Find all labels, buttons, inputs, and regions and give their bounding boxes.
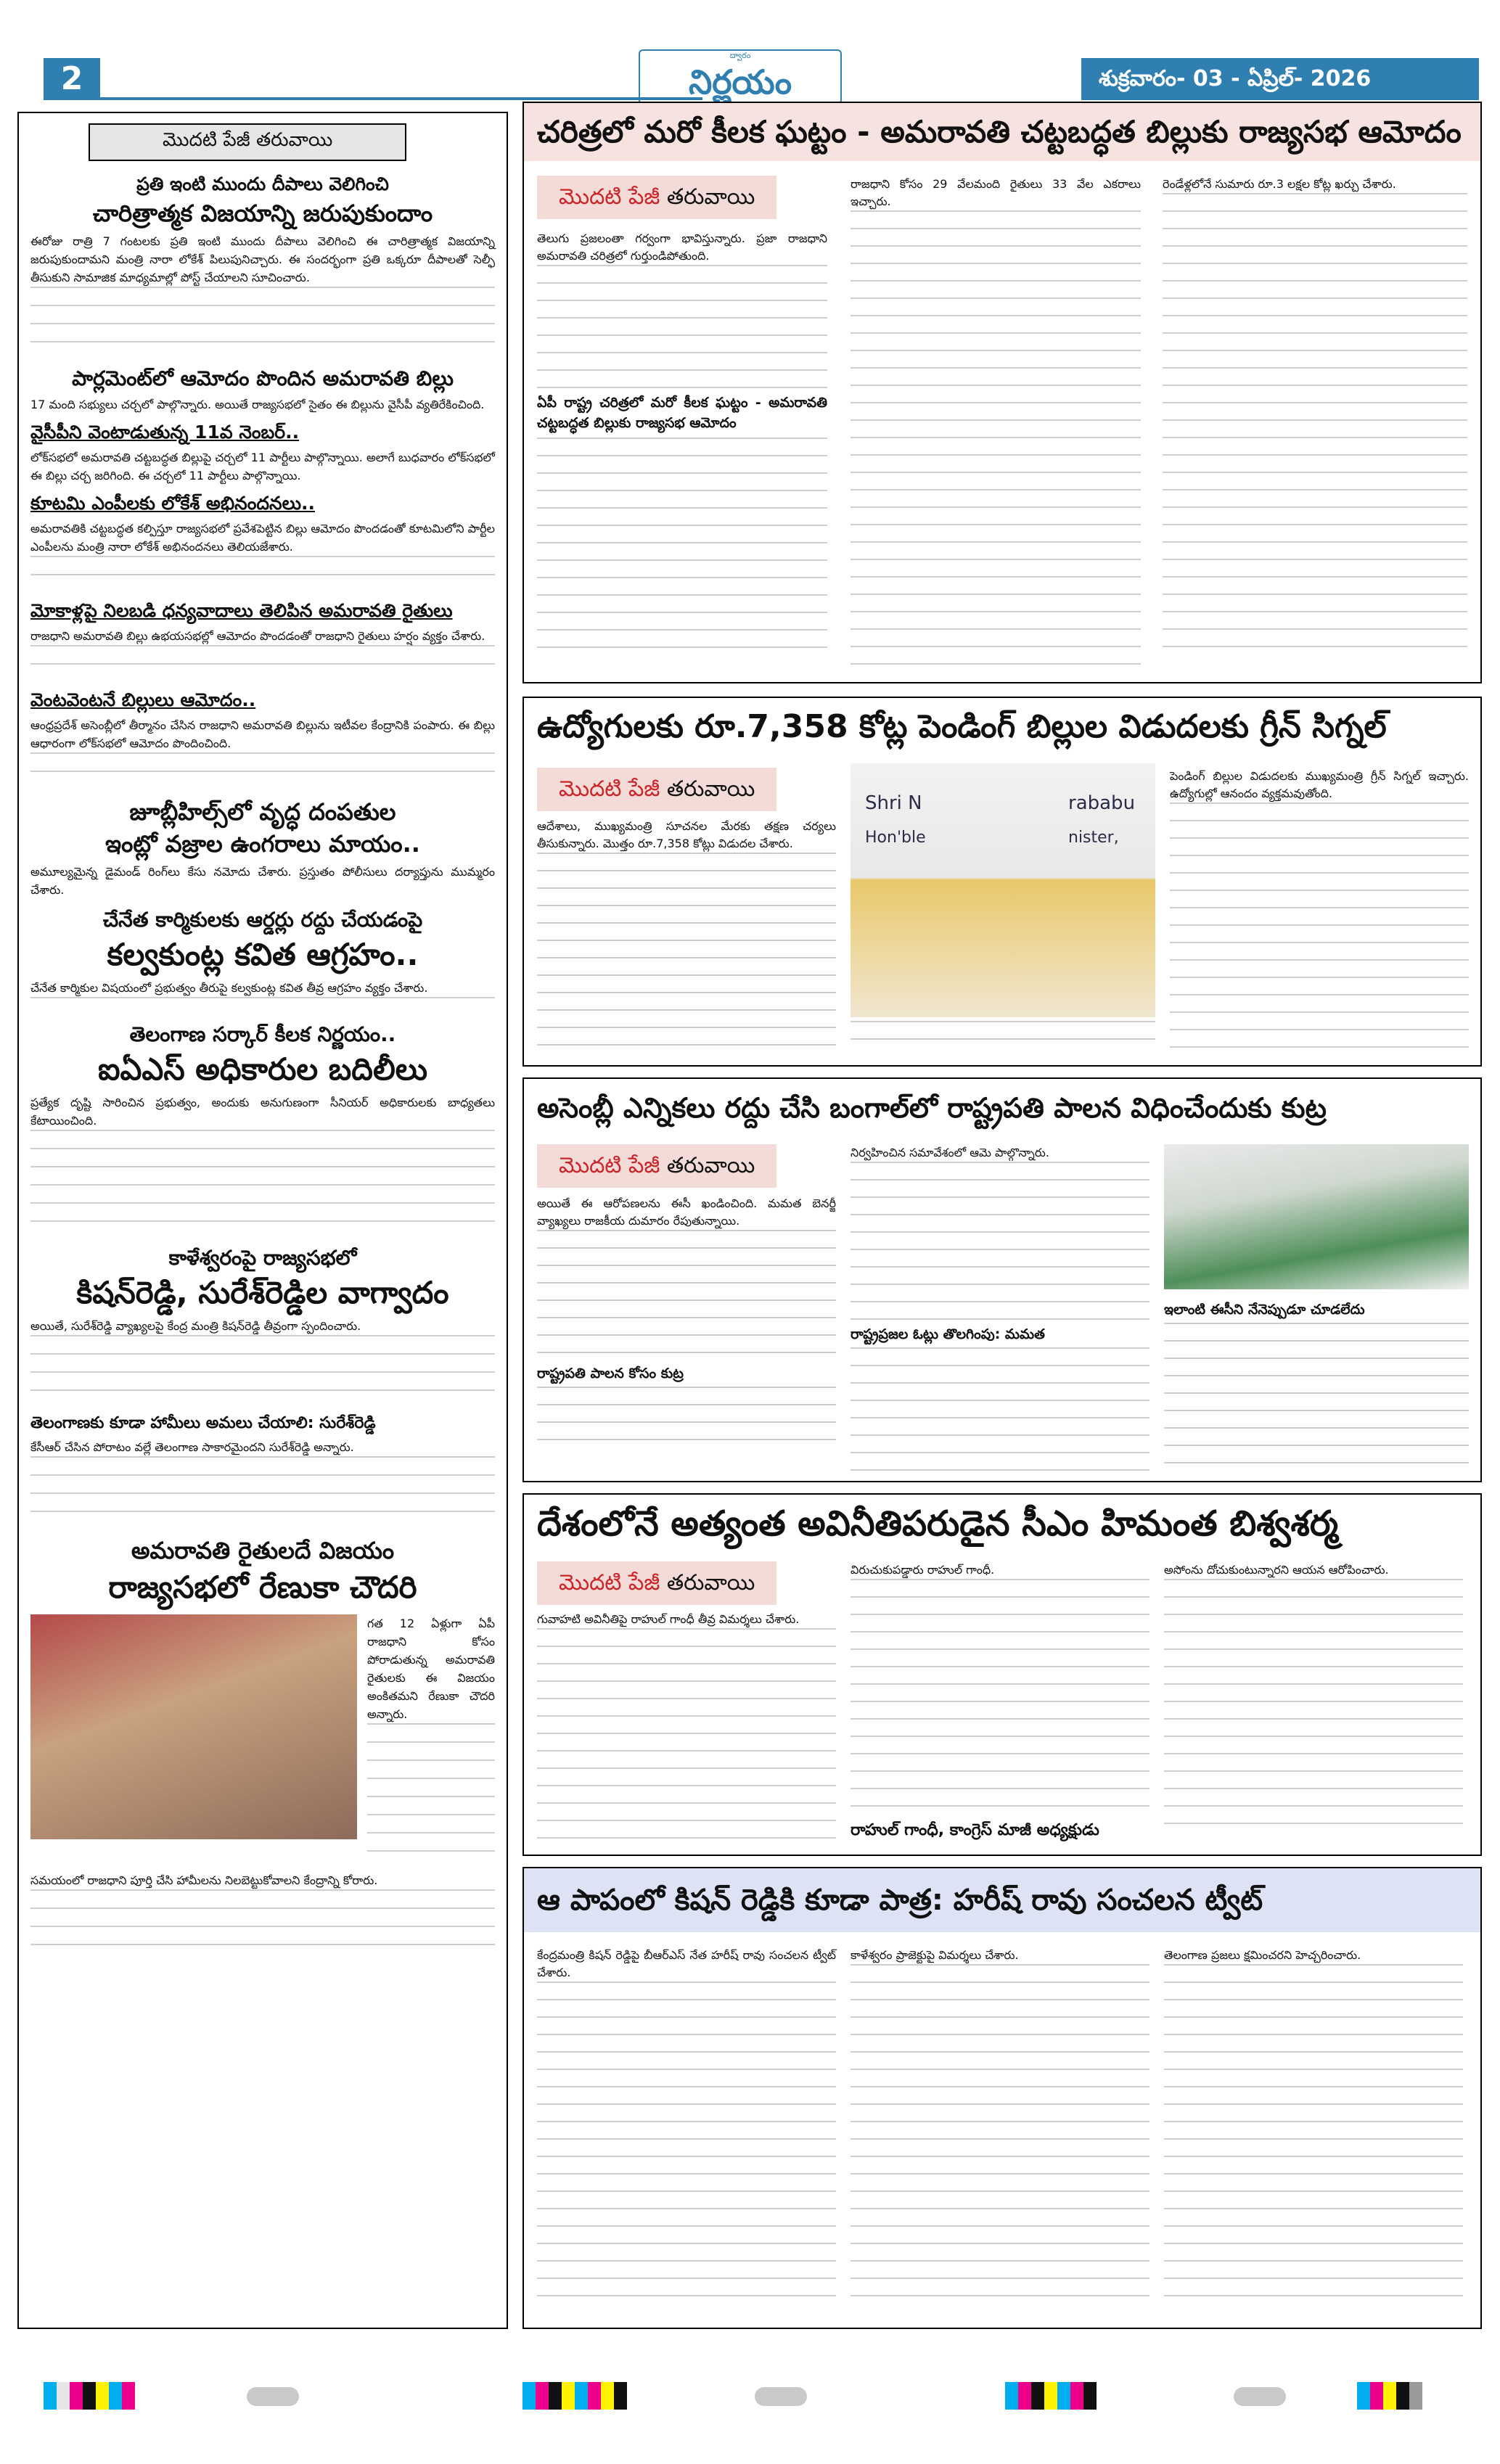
harish-col-3 — [1164, 1947, 1463, 2298]
s2-body-text: 17 మంది సభ్యులు చర్చలో పాల్గొన్నారు. అయితే రాజ్యసభలో సైతం ఈ బిల్లును వైసీపీ వ్యతిరేకించింది. — [30, 398, 485, 411]
color-registration-bar — [522, 2382, 627, 2410]
s11-headline-1: అమరావతి రైతులదే విజయం — [131, 1537, 395, 1564]
s8-body — [30, 979, 495, 1015]
s1-body-text: ఈరోజు రాత్రి 7 గంటలకు ప్రతి ఇంటి ముందు దీపాలు వెలిగించి ఈ చారిత్రాత్మక విజయాన్ని జరుపుకుందామని మంత్రి నారా లోకేశ్ పిలుపునిచ్చారు. ఈ సందర్భంగా ప్రతి ఒక్కరూ దీపాలతో సెల్ఫీ తీసుకుని సామాజిక మాధ్యమాల్లో పోస్ట్ చేయాలని సూచించారు. — [30, 234, 495, 284]
pending-col-2 — [1170, 768, 1469, 1049]
s4-body — [30, 520, 495, 592]
harish-col-2 — [851, 1947, 1149, 2298]
s6-body — [30, 716, 495, 789]
s10-body-text: అయితే, సురేశ్‌రెడ్డి వ్యాఖ్యలపై కేంద్ర మంత్రి కిషన్‌రెడ్డి తీవ్రంగా స్పందించారు. — [30, 1319, 361, 1333]
s5-kicker: మోకాళ్లపై నిలబడి ధన్యవాదాలు తెలిపిన అమరావతి రైతులు — [30, 600, 453, 621]
s9-body-text: ప్రత్యేక దృష్టి సారించిన ప్రభుత్వం, అందుకు అనుగుణంగా సీనియర్ అధికారులకు బాధ్యతలు కేటాయించింది. — [30, 1096, 495, 1128]
bengal-col-3 — [1164, 1297, 1469, 1468]
text-lines — [30, 287, 495, 359]
s10-subhead: తెలంగాణకు కూడా హామీలు అమలు చేయాలి: సురేశ్‌రెడ్డి — [30, 1414, 376, 1432]
text-lines — [537, 1230, 836, 1360]
continued-chip: మొదటి పేజీ తరువాయి — [89, 123, 406, 161]
chip-black-text: తరువాయి — [666, 1570, 755, 1596]
text-lines — [30, 645, 495, 681]
s1-kicker: ప్రతి ఇంటి ముందు దీపాలు వెలిగించి — [136, 173, 389, 194]
s3-body-text: లోక్‌సభలో అమరావతి చట్టబద్ధత బిల్లుపై చర్చలో 11 పార్టీలు పాల్గొన్నాయి. అలాగే బుధవారం లోక్‌సభలో ఈ బిల్లు చర్చ జరిగింది. ఈ చర్చలో 11 పార్టీలు పాల్గొన్నాయి. — [30, 451, 495, 482]
pending-continued-chip — [537, 768, 776, 811]
text-lines — [30, 1130, 495, 1239]
left-column — [17, 112, 508, 2329]
text-lines — [851, 210, 1141, 675]
s8-body-text: చేనేత కార్మికుల విషయంలో ప్రభుత్వం తీరుపై కల్వకుంట్ల కవిత తీవ్ర ఆగ్రహం వ్యక్తం చేశారు. — [30, 981, 428, 995]
text-lines — [851, 1021, 1155, 1056]
amaravati-continued-chip — [537, 176, 776, 219]
s6-body-text: ఆంధ్రప్రదేశ్ అసెంబ్లీలో తీర్మానం చేసిన రాజధాని అమరావతి బిల్లును ఇటీవల కేంద్రానికి పంపారు. ఈ బిల్లు ఆధారంగా లోక్‌సభలో ఆమోదం పొందించింది. — [30, 718, 495, 750]
chip-red-text: మొదటి పేజీ — [559, 1570, 660, 1596]
s7-headline-2: ఇంట్లో వజ్రాల ఉంగరాలు మాయం.. — [105, 830, 420, 858]
chip-black-text: తరువాయి — [666, 1153, 755, 1178]
text-lines — [1170, 802, 1469, 1049]
s3-kicker: వైసీపీని వెంటాడుతున్న 11వ నెంబర్.. — [30, 422, 300, 443]
text-lines — [30, 1335, 495, 1408]
text-lines — [851, 1579, 1149, 1811]
himanta-col-1-text: గువాహటి అవినీతిపై రాహుల్ గాంధీ తీవ్ర విమర్శలు చేశారు. — [537, 1612, 800, 1626]
harish-col-2-text: కాళేశ్వరం ప్రాజెక్టుపై విమర్శలు చేశారు. — [851, 1948, 1019, 1962]
himanta-col-1 — [537, 1611, 836, 1839]
masthead-logo — [639, 49, 842, 104]
bengal-col-1-subhead: రాష్ట్రపతి పాలన కోసం కుట్ర — [537, 1366, 684, 1381]
text-lines — [30, 752, 495, 789]
color-registration-bar — [1005, 2382, 1097, 2410]
s7-body — [30, 863, 495, 899]
s10-body-2-text: కేసీఆర్ చేసిన పోరాటం వల్లే తెలంగాణ సాకారమైందని సురేశ్‌రెడ్డి అన్నారు. — [30, 1440, 354, 1454]
photo-banner-text-1: Shri N — [865, 792, 922, 814]
mamata-banerjee-photo — [1164, 1144, 1469, 1289]
chip-black-text: తరువాయి — [666, 184, 755, 210]
chip-red-text: మొదటి పేజీ — [559, 776, 660, 802]
bengal-col-2-subhead: రాష్ట్రప్రజల ఓట్లు తొలగింపు: మమత — [851, 1326, 1045, 1342]
amaravati-col-1 — [537, 230, 827, 655]
pending-col-1-text: ఆదేశాలు, ముఖ్యమంత్రి సూచనల మేరకు తక్షణ చర్యలు తీసుకున్నారు. మొత్తం రూ.7,358 కోట్లు విడుదల చేశారు. — [537, 819, 836, 850]
s5-body-text: రాజధాని అమరావతి బిల్లు ఉభయసభల్లో ఆమోదం పొందడంతో రాజధాని రైతులు హర్షం వ్యక్తం చేశారు. — [30, 629, 485, 643]
amaravati-col-1-subhead: ఏపీ రాష్ట్ర చరిత్రలో మరో కీలక ఘట్టం - అమరావతి చట్టబద్ధత బిల్లుకు రాజ్యసభ ఆమోదం — [537, 395, 827, 431]
photo-banner-text-2: rababu — [1068, 792, 1136, 814]
s10-headline-2: కిషన్‌రెడ్డి, సురేశ్‌రెడ్డిల వాగ్వాదం — [76, 1275, 449, 1310]
text-lines — [30, 556, 495, 592]
harish-col-1-text: కేంద్రమంత్రి కిషన్ రెడ్డిపై బీఆర్ఎస్ నేత హరీష్ రావు సంచలన ట్వీట్ చేశారు. — [537, 1948, 836, 1979]
s1-body — [30, 232, 495, 359]
s2-body — [30, 395, 495, 414]
pending-col-1 — [537, 818, 836, 1048]
text-lines — [851, 1964, 1149, 2298]
bengal-col-2-text: నిర్వహించిన సమావేశంలో ఆమె పాల్గొన్నారు. — [851, 1146, 1049, 1159]
s10-headline-1: కాళేశ్వరంపై రాజ్యసభలో — [168, 1246, 357, 1270]
story-pending-bills — [522, 697, 1482, 1067]
registration-oval — [755, 2387, 807, 2406]
registration-oval — [247, 2387, 299, 2406]
text-lines — [1164, 1579, 1463, 1840]
s10-body — [30, 1317, 495, 1408]
bengal-col-1 — [537, 1195, 836, 1445]
s8-headline-1: చేనేత కార్మికులకు ఆర్డర్లు రద్దు చేయడంపై — [102, 908, 423, 932]
s11-side-text: గత 12 ఏళ్లుగా ఏపీ రాజధాని కోసం పోరాడుతున్న అమరావతి రైతులకు ఈ విజయం అంకితమని రేణుకా చౌదరి అన్నారు. — [367, 1617, 495, 1721]
color-registration-bar — [44, 2382, 135, 2410]
bengal-continued-chip — [537, 1144, 776, 1188]
amaravati-col-2 — [851, 176, 1141, 675]
text-lines — [851, 1162, 1149, 1321]
amaravati-col-2-text: రాజధాని కోసం 29 వేలమంది రైతులు 33 వేల ఎకరాలు ఇచ్చారు. — [851, 177, 1141, 208]
chip-black-text: తరువాయి — [666, 776, 755, 802]
himanta-col-3 — [1164, 1561, 1463, 1840]
s9-body — [30, 1093, 495, 1239]
text-lines — [1164, 1964, 1463, 2298]
himanta-col-2-text: విరుచుకుపడ్డారు రాహుల్ గాంధీ. — [851, 1563, 995, 1577]
amaravati-col-3 — [1163, 176, 1467, 657]
text-lines — [537, 1628, 836, 1839]
chandrababu-photo — [851, 763, 1155, 1017]
s2-headline: పార్లమెంట్‌లో ఆమోదం పొందిన అమరావతి బిల్లు — [72, 366, 454, 390]
s6-kicker: వెంటవెంటనే బిల్లులు ఆమోదం.. — [30, 689, 256, 710]
text-lines — [1163, 193, 1467, 657]
rahul-gandhi-signature: రాహుల్ గాంధీ, కాంగ్రెస్ మాజీ అధ్యక్షుడు — [851, 1821, 1099, 1839]
registration-oval — [1234, 2387, 1286, 2406]
s7-headline-1: జూబ్లీహిల్స్‌లో వృద్ధ దంపతుల — [129, 798, 396, 826]
page-number: 2 — [44, 58, 100, 100]
header-rule — [100, 97, 702, 100]
page-header — [0, 44, 1500, 109]
harish-col-1 — [537, 1947, 836, 2301]
s11-body — [30, 1871, 495, 1962]
masthead-small-text: ద్వారం — [729, 51, 751, 60]
amaravati-col-3-text: రెండేళ్లలోనే సుమారు రూ.3 లక్షల కోట్ల ఖర్చు చేశారు. — [1163, 177, 1396, 191]
text-lines — [851, 1347, 1149, 1471]
photo-banner-text-3: Hon'ble — [865, 829, 926, 847]
amaravati-col-1-text: తెలుగు ప్రజలంతా గర్వంగా భావిస్తున్నారు. ప్రజా రాజధాని అమరావతి చరిత్రలో గుర్తుండిపోతుంది. — [537, 231, 827, 263]
story-harish-rao — [522, 1867, 1482, 2329]
text-lines — [537, 438, 827, 655]
text-lines — [30, 1889, 495, 1962]
bengal-col-1-text: అయితే ఈ ఆరోపణలను ఈసీ ఖండించింది. మమత బెనర్జీ వ్యాఖ్యలు రాజకీయ దుమారం రేపుతున్నాయి. — [537, 1196, 836, 1228]
s11-body-text: సమయంలో రాజధాని పూర్తి చేసి హామీలను నిలబెట్టుకోవాలని కేంద్రాన్ని కోరారు. — [30, 1873, 378, 1887]
s1-headline: చారిత్రాత్మక విజయాన్ని జరుపుకుందాం — [92, 200, 433, 227]
pending-col-2-text: పెండింగ్ బిల్లుల విడుదలకు ముఖ్యమంత్రి గ్రీన్ సిగ్నల్ ఇచ్చారు. ఉద్యోగుల్లో ఆనందం వ్యక్తమవుతోంది. — [1170, 769, 1469, 800]
himanta-col-2 — [851, 1561, 1149, 1811]
pending-under-photo — [851, 1021, 1155, 1056]
text-lines — [537, 265, 827, 388]
s9-headline-2: ఐఏఎస్ అధికారుల బదిలీలు — [97, 1051, 428, 1087]
color-registration-bar — [1357, 2382, 1422, 2410]
text-lines — [367, 1723, 495, 1868]
text-lines — [537, 1982, 836, 2301]
text-lines — [537, 853, 836, 1048]
bengal-col-3-subhead: ఇలాంటి ఈసీని నేనెప్పుడూ చూడలేదు — [1164, 1302, 1365, 1318]
bengal-col-2 — [851, 1144, 1149, 1471]
renuka-chowdary-photo — [30, 1614, 357, 1839]
harish-headline: ఆ పాపంలో కిషన్ రెడ్డికి కూడా పాత్ర: హరీష్ రావు సంచలన ట్వీట్ — [524, 1868, 1480, 1932]
pending-headline: ఉద్యోగులకు రూ.7,358 కోట్ల పెండింగ్ బిల్లుల విడుదలకు గ్రీన్ సిగ్నల్ — [524, 698, 1480, 756]
masthead-name: నిర్ణయం — [688, 62, 792, 102]
s9-headline-1: తెలంగాణ సర్కార్ కీలక నిర్ణయం.. — [129, 1022, 396, 1046]
s8-headline-2: కల్వకుంట్ల కవిత ఆగ్రహం.. — [107, 937, 419, 972]
story-amaravati — [522, 102, 1482, 683]
text-lines — [30, 1456, 495, 1529]
s4-body-text: అమరావతికి చట్టబద్ధత కల్పిస్తూ రాజ్యసభలో ప్రవేశపెట్టిన బిల్లు ఆమోదం పొందడంతో కూటమిలోని పార్టీల ఎంపీలను మంత్రి నారా లోకేశ్ అభినందనలు తెలియజేశారు. — [30, 522, 495, 554]
s5-body — [30, 627, 495, 681]
bengal-headline: అసెంబ్లీ ఎన్నికలు రద్దు చేసి బంగాల్‌లో రాష్ట్రపతి పాలన విధించేందుకు కుట్ర — [524, 1079, 1480, 1137]
s11-side — [367, 1614, 495, 1868]
amaravati-headline: చరిత్రలో మరో కీలక ఘట్టం - అమరావతి చట్టబద్ధత బిల్లుకు రాజ్యసభ ఆమోదం — [524, 103, 1480, 161]
text-lines — [1164, 1323, 1469, 1468]
date-bar: శుక్రవారం- 03 - ఏప్రిల్- 2026 — [1081, 58, 1479, 100]
himanta-col-3-text: అసోంను దోచుకుంటున్నారని ఆయన ఆరోపించారు. — [1164, 1563, 1389, 1577]
chip-red-text: మొదటి పేజీ — [559, 184, 660, 210]
s11-block — [30, 1614, 495, 1868]
text-lines — [30, 997, 495, 1015]
photo-banner-text-4: nister, — [1068, 829, 1119, 847]
s11-headline-2: రాజ్యసభలో రేణుకా చౌదరి — [108, 1569, 417, 1605]
chip-red-text: మొదటి పేజీ — [559, 1153, 660, 1178]
harish-col-3-text: తెలంగాణ ప్రజలు క్షమించరని హెచ్చరించారు. — [1164, 1948, 1361, 1962]
himanta-headline: దేశంలోనే అత్యంత అవినీతిపరుడైన సీఎం హిమంత బిశ్వశర్మ — [524, 1495, 1480, 1553]
s10-body-2 — [30, 1438, 495, 1529]
s4-kicker: కూటమి ఎంపీలకు లోకేశ్ అభినందనలు.. — [30, 493, 315, 514]
story-himanta — [522, 1493, 1482, 1856]
himanta-continued-chip — [537, 1561, 776, 1605]
story-bengal — [522, 1077, 1482, 1482]
text-lines — [537, 1387, 836, 1445]
s3-body — [30, 448, 495, 485]
s7-body-text: అమూల్యమైన్న డైమండ్ రింగ్‌లు కేసు నమోదు చేశారు. ప్రస్తుతం పోలీసులు దర్యాప్తును ముమ్మరం చేశారు. — [30, 865, 495, 897]
